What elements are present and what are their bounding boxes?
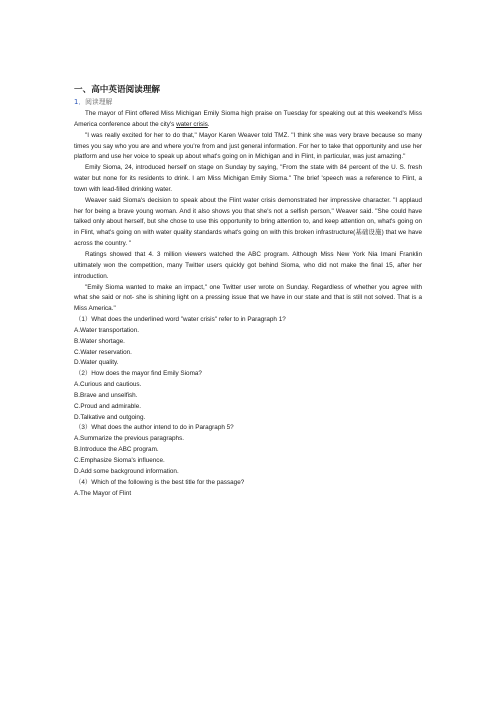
p1-text-before: The mayor of Flint offered Miss Michigan Emily Sioma high praise on Tuesday for speaking out at this weekend's Miss America conference about the city's [74, 110, 422, 128]
answer-option: B.Introduce the ABC program. [74, 446, 159, 454]
answer-option: C.Water reservation. [74, 348, 132, 356]
passage-paragraph-3: Emily Sioma, 24, introduced herself on stage on Sunday by saying, "From the state with 84 percent of the U. S. fresh water but none for its residents to drink. I am Miss Michigan Emily Sioma." The brief 'speech was a reference to Flint, a town with lead-filled drinking water. [74, 164, 422, 193]
passage-paragraph-6: "Emily Sioma wanted to make an impact," one Twitter user wrote on Sunday. Regardless of whether you agree with what she said or not- she is shining light on a pressing issue that we have in our state and that is still not solved. That is a Miss America." [74, 283, 422, 313]
exercise-number: 1． [74, 98, 86, 106]
passage-paragraph-2: "I was really excited for her to do that," Mayor Karen Weaver told TMZ. "I think she was very brave because so many times you say who you are and where you're from and just general information. For her to take that opportunity and use her platform and use her voice to speak up about what's going on in Michigan and in Flint, in particular, was just amazing." [74, 131, 422, 161]
exercise-label: 阅读理解 [85, 98, 113, 106]
question-stem: （4）Which of the following is the best title for the passage? [75, 478, 245, 486]
question-block [74, 478, 422, 500]
p1-text-after: . [207, 120, 210, 128]
answer-option: D.Add some background information. [74, 467, 179, 475]
answer-option: C.Emphasize Sioma's influence. [74, 457, 165, 464]
exercise-subheading [74, 97, 422, 107]
question-stem: （3）What does the author intend to do in Paragraph 5? [75, 424, 234, 432]
question-block [74, 423, 422, 477]
reading-passage [74, 109, 422, 315]
answer-option: A.The Mayor of Flint [74, 489, 132, 497]
document-page [74, 84, 422, 499]
section-heading: 一、高中英语阅读理解 [74, 85, 160, 95]
answer-option: C.Proud and admirable. [74, 402, 141, 410]
answer-option: B.Water shortage. [74, 337, 125, 345]
passage-paragraph-5: Ratings showed that 4. 3 million viewers watched the ABC program. Although Miss New York Nia Imani Franklin ultimately won the competition, many Twitter users quickly got behind Sioma, who did not make the final 15, after her introduction. [74, 250, 422, 280]
underlined-term: water crisis [176, 120, 208, 128]
answer-option: A.Curious and cautious. [74, 381, 142, 389]
answer-option: D.Water quality. [74, 359, 119, 367]
answer-option: A.Water transportation. [74, 326, 139, 334]
answer-option: B.Brave and unselfish. [74, 391, 138, 399]
question-list [74, 315, 422, 499]
question-stem: （2）How does the mayor find Emily Sioma? [75, 370, 202, 378]
question-block [74, 315, 422, 369]
answer-option: A.Summarize the previous paragraphs. [74, 435, 185, 443]
question-block [74, 369, 422, 423]
passage-paragraph-4: Weaver said Sioma's decision to speak about the Flint water crisis demonstrated her impressive character. "I applaud her for being a brave young woman. And it also shows you that she's not a selfish person," Weaver said. "She could have talked only about herself, but she chose to use this opportunity to bring attention to, and keep attention on, what's going on in Flint, what's going on with water quality standards what's going on with this broken infrastructure(基础设施) that we have across the country. " [74, 196, 422, 248]
question-stem: （1）What does the underlined word "water crisis" refer to in Paragraph 1? [75, 316, 286, 324]
answer-option: D.Talkative and outgoing. [74, 413, 146, 421]
passage-paragraph-1 [74, 109, 422, 131]
